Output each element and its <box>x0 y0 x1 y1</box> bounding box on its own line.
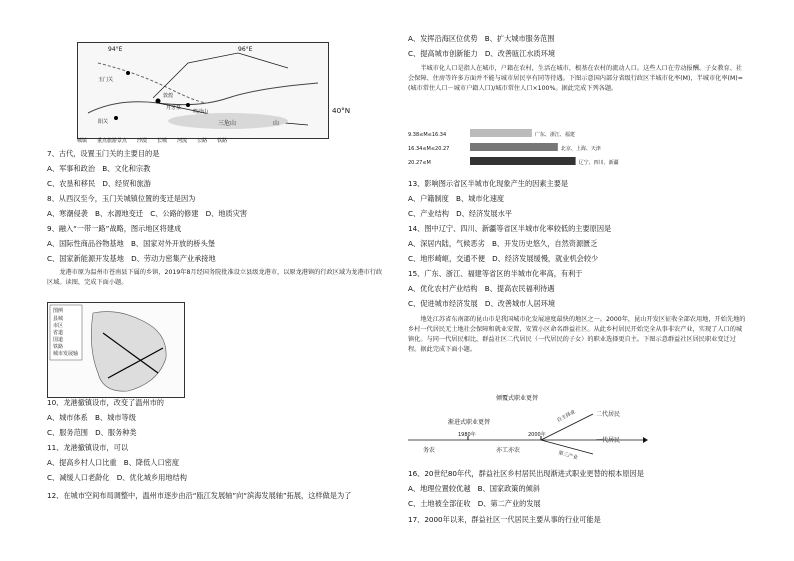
legend-urban: 市区 <box>53 323 64 329</box>
bar-range-label: 16.34≤M≤20.27 <box>408 146 450 152</box>
axis-arrow <box>643 437 648 443</box>
q10-options-ab: A、城市体系 B、城市等级 <box>47 413 136 422</box>
legend-title: 图例 <box>53 308 64 314</box>
map-dunhuang <box>77 42 329 139</box>
legend-scenic: 重点旅游景点 <box>97 138 128 144</box>
map-dunhuang-svg <box>78 43 328 138</box>
q10-stem: 10、龙港撤镇设市，改变了温州市的 <box>47 398 164 407</box>
legend-axis: 城市发展轴 <box>53 351 79 357</box>
q15-stem: 15、广东、浙江、福建等省区的半城市化率高，有利于 <box>408 269 583 278</box>
legend-wall: 长城 <box>157 138 168 144</box>
passage-longgang: 龙港市原为温州市苍南县下属的乡镇，2019年8月经国务院批准设立县级龙港市，以原龙港镇的行政区域为龙港市行政区域。读图，完成下面小题。 <box>47 269 383 286</box>
bar-range-label: 9.38≤M≤16.34 <box>408 132 447 138</box>
q11-options-ab: A、提高乡村人口比重 B、降低人口密度 <box>47 458 180 467</box>
q12-stem: 12、在城市空间布局调整中，温州市逐步由沿“瓯江发展轴”向“滨海发展轴”拓展，这样做是为了 <box>47 491 352 500</box>
q9-options-cd: C、国家新能源开发基地 D、劳动力密集产业承接地 <box>47 254 216 263</box>
q10-options-cd: C、服务范围 D、服务种类 <box>47 428 137 437</box>
q7-options-ab: A、军事和政治 B、文化和宗教 <box>47 164 151 173</box>
q11-stem: 11、龙港撤镇设市，可以 <box>47 443 129 452</box>
map1-legend <box>77 137 227 146</box>
lat-label: 40°N <box>332 106 351 115</box>
diagram-svg <box>408 392 648 462</box>
label-2000: 2000年 <box>528 432 546 438</box>
label-part-time: 亦工亦农 <box>496 447 521 454</box>
passage-kunshan: 地处江苏省东南部的昆山市是我国城市化发展速度最快的地区之一。2000年，昆山开发区征收全部农用地，开始先地的乡村一代居民无土地社会保障和就业安置，安置小区命名群益社区。从此乡村居民开始完全从事非农产业，实现了人口的城镇化。与同一代居民相比，群益社区二代居民（一代居民的子女）的职业选择更自主。下图示意群益社区居民职业变迁过程。据此完成下面小题。 <box>408 316 746 353</box>
q14-options-ab: A、深居内陆，气候恶劣 B、开发历史悠久，自然资源匮乏 <box>408 239 598 248</box>
town-dot <box>156 99 161 104</box>
q15-options-ab: A、优化农村产业结构 B、提高农民福利待遇 <box>408 284 555 293</box>
q16-options-cd: C、土地被全部征收 D、第二产业的发展 <box>408 499 541 508</box>
label-autonomy: 自主择业 <box>556 409 577 424</box>
place-dunhuang: 敦煌 <box>163 93 174 99</box>
q15-options-cd: C、促进城市经济发展 D、改善城市人居环境 <box>408 299 556 308</box>
label-1980: 1980年 <box>458 432 476 438</box>
q8-options: A、寒潮侵袭 B、水源地变迁 C、公路的修建 D、地质灾害 <box>47 209 248 218</box>
chart-svg <box>408 124 658 172</box>
q7-options-cd: C、农垦和移民 D、经贸和旅游 <box>47 179 151 188</box>
passage-semi-urbanization: 半城市化人口是指人在城市，户籍在农村，生活在城市，根基在农村的流动人口。这些人口在劳动报酬、子女教育、社会保障、住房等许多方面并不能与城市居民享有同等待遇。下图示意国内部分省级行政区半城市化率(M)，半城市化率(M)=(城市常住人口－城市户籍人口)/城市常住人口×100%。据此完成下列各题。 <box>408 65 743 92</box>
q16-stem: 16、20世纪80年代，群益社区乡村居民出现渐进式职业更替的根本原因是 <box>408 469 644 478</box>
diagram-occupation <box>408 392 648 462</box>
q12-options-ab: A、发挥沿海区位优势 B、扩大城市服务范围 <box>408 34 555 43</box>
lon-94: 94°E <box>108 46 123 53</box>
legend-provincial-road: 省道 <box>53 330 64 336</box>
map-wenzhou <box>47 302 185 398</box>
diagram-title: 倾覆式职业更替 <box>496 395 539 402</box>
label-gradual: 渐进式职业更替 <box>448 419 491 426</box>
mountain-label: 山 <box>273 120 280 127</box>
q13-options-ab: A、户籍制度 B、城市化速度 <box>408 194 505 203</box>
legend-county: 县城 <box>53 316 64 322</box>
label-tertiary: 第三产业 <box>557 450 579 462</box>
q9-options-ab: A、国际性商品谷物基地 B、国家对外开放的桥头堡 <box>47 239 215 248</box>
bar-range-label: 20.27≤M <box>408 160 431 166</box>
bar <box>470 157 576 165</box>
legend-desert: 沙漠 <box>137 138 148 144</box>
legend-national-road: 国道 <box>53 337 64 343</box>
place-yumenguan: 玉门关 <box>98 77 114 83</box>
label-second-gen: 二代居民 <box>596 411 621 418</box>
place-yangguan: 阳关 <box>98 119 109 125</box>
bar-provinces-label: 辽宁、四川、新疆 <box>578 160 619 166</box>
bar-provinces-label: 北京、上海、天津 <box>560 146 601 152</box>
q14-stem: 14、图中辽宁、四川、新疆等省区半城市化率较低的主要原因是 <box>408 224 612 233</box>
bar <box>470 143 558 151</box>
map-wenzhou-svg <box>48 303 184 397</box>
q11-options-cd: C、减缓人口老龄化 D、优化城乡用地结构 <box>47 473 187 482</box>
q9-stem: 9、融入“一带一路”战略，图示地区将建成 <box>47 224 182 233</box>
q13-stem: 13、影响图示省区半城市化现象产生的因素主要是 <box>408 179 569 188</box>
legend-river: 河流 <box>177 138 188 144</box>
q16-options-ab: A、地理位置较优越 B、国家政策的倾斜 <box>408 484 541 493</box>
town-dot <box>186 103 190 107</box>
q14-options-cd: C、地形崎岖，交通不便 D、经济发展缓慢，就业机会较少 <box>408 254 599 263</box>
q7-stem: 7、古代，设置玉门关的主要目的是 <box>47 149 160 158</box>
chart-semi-urban <box>408 124 658 172</box>
legend-road: 公路 <box>197 138 208 144</box>
bar-provinces-label: 广东、浙江、福建 <box>534 132 575 138</box>
label-first-gen: 一代居民 <box>596 437 621 444</box>
q17-stem: 17、2000年以来，群益社区一代居民主要从事的行业可能是 <box>408 515 601 524</box>
q8-stem: 8、从西汉至今，玉门关城镇位置的变迁是因为 <box>47 194 196 203</box>
town-dot <box>126 71 130 75</box>
q13-options-cd: C、产业结构 D、经济发展水平 <box>408 209 512 218</box>
place-yueyaquan: 月牙泉 <box>166 105 182 111</box>
lon-96: 96°E <box>238 46 253 53</box>
place-mingshashan: 鸣沙山 <box>193 109 209 115</box>
place-sanweishan: 三危山 <box>218 120 237 127</box>
legend-rail: 铁路 <box>217 138 228 144</box>
town-dot <box>114 116 118 120</box>
legend-rail2: 铁路 <box>53 344 64 350</box>
bar <box>470 129 532 137</box>
q12-options-cd: C、提高城市创新能力 D、改善瓯江水质环境 <box>408 49 556 58</box>
label-farming: 务农 <box>423 447 436 454</box>
legend-town: 城镇 <box>77 138 88 144</box>
